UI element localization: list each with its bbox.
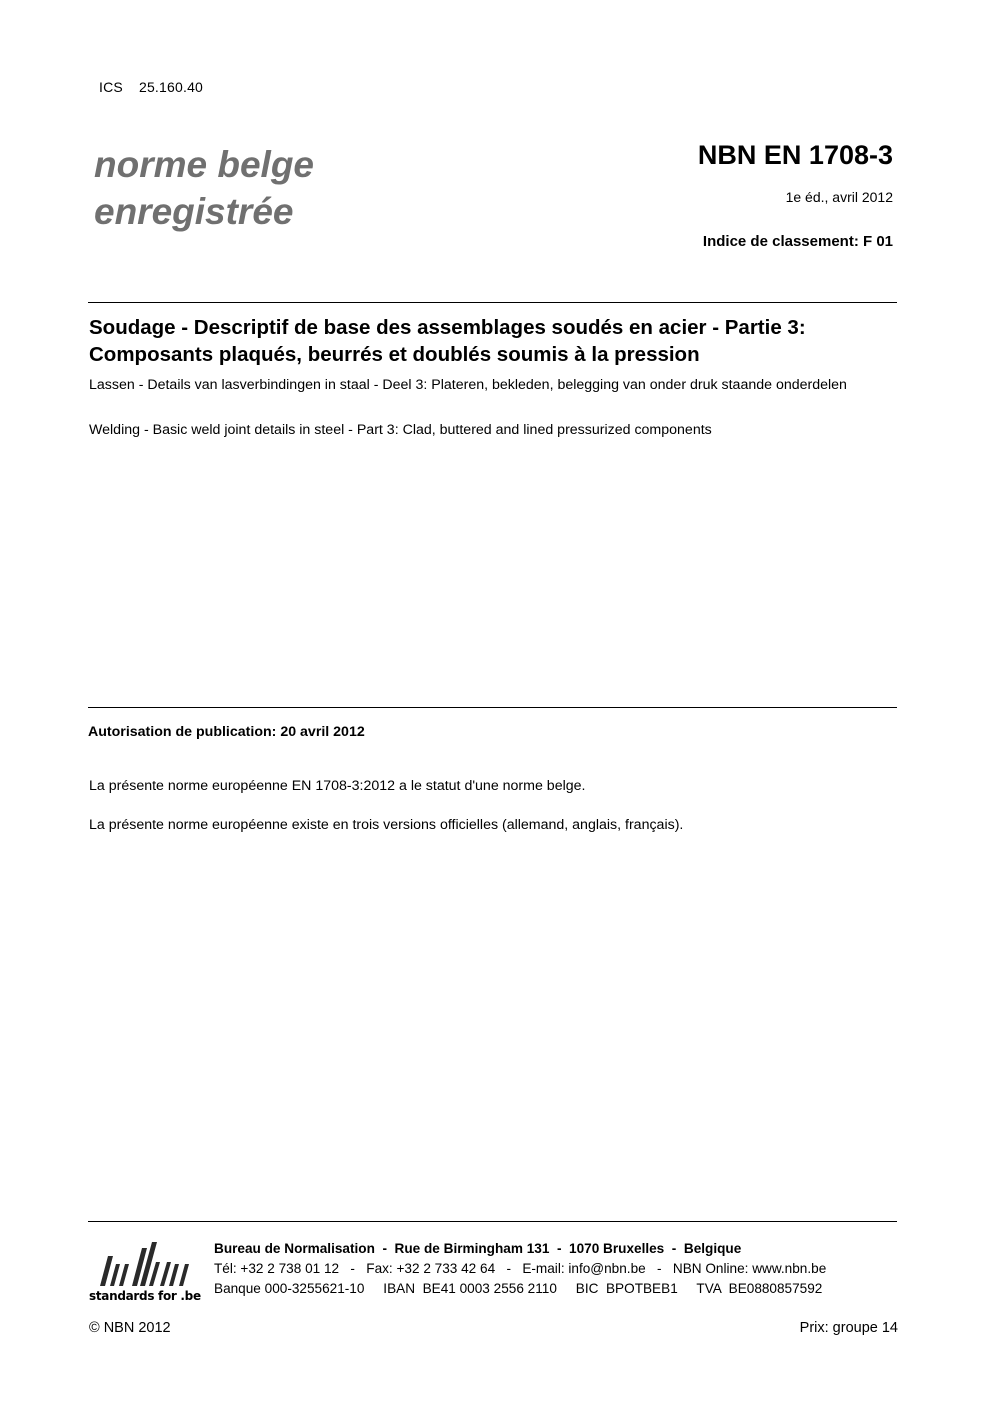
edition-date: 1e éd., avril 2012: [785, 189, 893, 205]
price-group: Prix: groupe 14: [799, 1320, 898, 1336]
divider-footer: [88, 1221, 897, 1222]
ics-classification: [99, 79, 203, 95]
logo-tagline: standards for .be: [89, 1289, 201, 1303]
brand-line-2: enregistrée: [94, 191, 294, 232]
footer-contact: Tél: +32 2 738 01 12 - Fax: +32 2 733 42 64 - E-mail: info@nbn.be - NBN Online: www.nbn.be: [214, 1261, 827, 1276]
footer-bank: Banque 000-3255621-10 IBAN BE41 0003 2556 2110 BIC BPOTBEB1 TVA BE0880857592: [214, 1281, 823, 1296]
classification-index: Indice de classement: F 01: [702, 233, 893, 250]
divider-top: [88, 302, 897, 303]
ics-code: 25.160.40: [138, 79, 204, 95]
title-dutch: Lassen - Details van lasverbindingen in staal - Deel 3: Plateren, bekleden, belegging van onder druk staande onderdelen: [89, 377, 847, 393]
title-french: Soudage - Descriptif de base des assemblages soudés en acier - Partie 3: Composants plaqués, beurrés et doublés soumis à la pression: [89, 316, 806, 366]
divider-middle: [88, 707, 897, 708]
ics-label: ICS: [99, 79, 123, 95]
standard-number: NBN EN 1708-3: [697, 140, 893, 170]
copyright: © NBN 2012: [89, 1320, 171, 1336]
brand-line-1: norme belge: [94, 144, 314, 185]
versions-paragraph: La présente norme européenne existe en trois versions officielles (allemand, anglais, français).: [89, 817, 684, 833]
status-paragraph: La présente norme européenne EN 1708-3:2012 a le statut d'une norme belge.: [89, 778, 586, 794]
brand-heading: [94, 141, 314, 235]
footer-address: Bureau de Normalisation - Rue de Birmingham 131 - 1070 Bruxelles - Belgique: [214, 1241, 742, 1256]
title-english: Welding - Basic weld joint details in steel - Part 3: Clad, buttered and lined pressurized components: [89, 422, 712, 438]
publication-authorisation: Autorisation de publication: 20 avril 2012: [88, 724, 365, 740]
